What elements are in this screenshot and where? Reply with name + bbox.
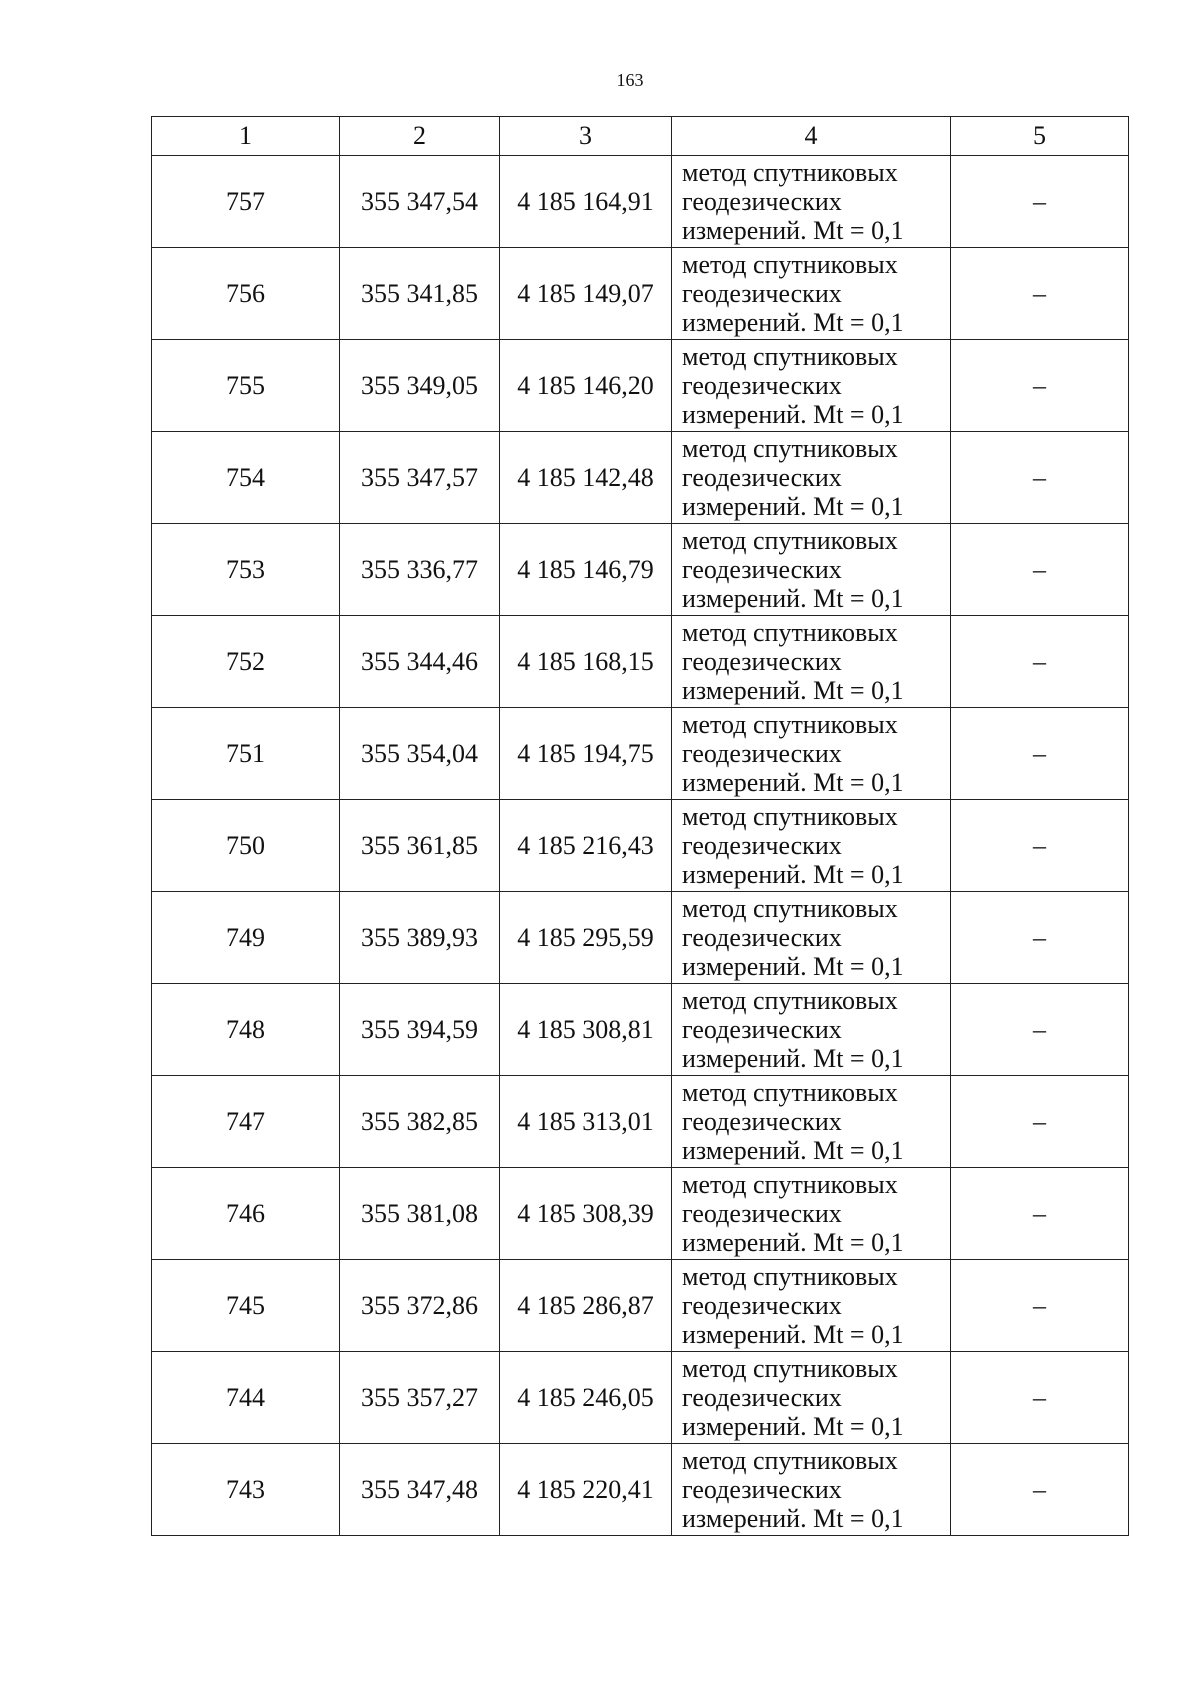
y-coordinate-cell: 4 185 164,91 <box>500 156 672 248</box>
note-cell: – <box>951 616 1129 708</box>
y-coordinate-cell: 4 185 295,59 <box>500 892 672 984</box>
note-cell: – <box>951 432 1129 524</box>
y-coordinate-cell: 4 185 220,41 <box>500 1444 672 1536</box>
y-coordinate-cell: 4 185 149,07 <box>500 248 672 340</box>
method-cell: метод спутниковых геодезических измерений. Mt = 0,1 <box>672 524 951 616</box>
point-number-cell: 749 <box>152 892 340 984</box>
y-coordinate-cell: 4 185 146,20 <box>500 340 672 432</box>
y-coordinate-cell: 4 185 146,79 <box>500 524 672 616</box>
table-row <box>152 1444 1129 1536</box>
point-number-cell: 757 <box>152 156 340 248</box>
method-cell: метод спутниковых геодезических измерений. Mt = 0,1 <box>672 340 951 432</box>
note-cell: – <box>951 1352 1129 1444</box>
x-coordinate-cell: 355 381,08 <box>340 1168 500 1260</box>
table-row <box>152 432 1129 524</box>
x-coordinate-cell: 355 354,04 <box>340 708 500 800</box>
y-coordinate-cell: 4 185 286,87 <box>500 1260 672 1352</box>
y-coordinate-cell: 4 185 308,81 <box>500 984 672 1076</box>
method-cell: метод спутниковых геодезических измерений. Mt = 0,1 <box>672 708 951 800</box>
method-cell: метод спутниковых геодезических измерений. Mt = 0,1 <box>672 1076 951 1168</box>
y-coordinate-cell: 4 185 142,48 <box>500 432 672 524</box>
x-coordinate-cell: 355 372,86 <box>340 1260 500 1352</box>
table-row <box>152 156 1129 248</box>
method-cell: метод спутниковых геодезических измерений. Mt = 0,1 <box>672 432 951 524</box>
table-header-row <box>152 117 1129 156</box>
note-cell: – <box>951 708 1129 800</box>
note-cell: – <box>951 892 1129 984</box>
note-cell: – <box>951 340 1129 432</box>
method-cell: метод спутниковых геодезических измерений. Mt = 0,1 <box>672 616 951 708</box>
table-row <box>152 892 1129 984</box>
method-cell: метод спутниковых геодезических измерений. Mt = 0,1 <box>672 1352 951 1444</box>
table-row <box>152 800 1129 892</box>
table-row <box>152 1352 1129 1444</box>
header-col-4: 4 <box>672 117 951 156</box>
x-coordinate-cell: 355 341,85 <box>340 248 500 340</box>
y-coordinate-cell: 4 185 313,01 <box>500 1076 672 1168</box>
y-coordinate-cell: 4 185 246,05 <box>500 1352 672 1444</box>
x-coordinate-cell: 355 336,77 <box>340 524 500 616</box>
coordinates-table <box>151 116 1129 1536</box>
note-cell: – <box>951 524 1129 616</box>
point-number-cell: 751 <box>152 708 340 800</box>
x-coordinate-cell: 355 347,48 <box>340 1444 500 1536</box>
method-cell: метод спутниковых геодезических измерений. Mt = 0,1 <box>672 248 951 340</box>
note-cell: – <box>951 800 1129 892</box>
method-cell: метод спутниковых геодезических измерений. Mt = 0,1 <box>672 892 951 984</box>
note-cell: – <box>951 1168 1129 1260</box>
note-cell: – <box>951 984 1129 1076</box>
method-cell: метод спутниковых геодезических измерений. Mt = 0,1 <box>672 1168 951 1260</box>
y-coordinate-cell: 4 185 216,43 <box>500 800 672 892</box>
x-coordinate-cell: 355 361,85 <box>340 800 500 892</box>
point-number-cell: 746 <box>152 1168 340 1260</box>
note-cell: – <box>951 1260 1129 1352</box>
table-row <box>152 340 1129 432</box>
point-number-cell: 752 <box>152 616 340 708</box>
table-row <box>152 1076 1129 1168</box>
point-number-cell: 755 <box>152 340 340 432</box>
table-row <box>152 248 1129 340</box>
point-number-cell: 756 <box>152 248 340 340</box>
table-row <box>152 1168 1129 1260</box>
header-col-1: 1 <box>152 117 340 156</box>
table-row <box>152 524 1129 616</box>
y-coordinate-cell: 4 185 168,15 <box>500 616 672 708</box>
note-cell: – <box>951 156 1129 248</box>
point-number-cell: 754 <box>152 432 340 524</box>
table-row <box>152 708 1129 800</box>
x-coordinate-cell: 355 394,59 <box>340 984 500 1076</box>
note-cell: – <box>951 248 1129 340</box>
y-coordinate-cell: 4 185 194,75 <box>500 708 672 800</box>
method-cell: метод спутниковых геодезических измерений. Mt = 0,1 <box>672 984 951 1076</box>
x-coordinate-cell: 355 344,46 <box>340 616 500 708</box>
method-cell: метод спутниковых геодезических измерений. Mt = 0,1 <box>672 156 951 248</box>
method-cell: метод спутниковых геодезических измерений. Mt = 0,1 <box>672 800 951 892</box>
header-col-5: 5 <box>951 117 1129 156</box>
x-coordinate-cell: 355 347,57 <box>340 432 500 524</box>
point-number-cell: 753 <box>152 524 340 616</box>
table-row <box>152 1260 1129 1352</box>
point-number-cell: 748 <box>152 984 340 1076</box>
table-row <box>152 984 1129 1076</box>
header-col-3: 3 <box>500 117 672 156</box>
note-cell: – <box>951 1444 1129 1536</box>
method-cell: метод спутниковых геодезических измерений. Mt = 0,1 <box>672 1260 951 1352</box>
page-number: 163 <box>616 70 644 90</box>
x-coordinate-cell: 355 389,93 <box>340 892 500 984</box>
x-coordinate-cell: 355 349,05 <box>340 340 500 432</box>
y-coordinate-cell: 4 185 308,39 <box>500 1168 672 1260</box>
header-col-2: 2 <box>340 117 500 156</box>
table-row <box>152 616 1129 708</box>
note-cell: – <box>951 1076 1129 1168</box>
point-number-cell: 745 <box>152 1260 340 1352</box>
x-coordinate-cell: 355 357,27 <box>340 1352 500 1444</box>
point-number-cell: 747 <box>152 1076 340 1168</box>
x-coordinate-cell: 355 347,54 <box>340 156 500 248</box>
x-coordinate-cell: 355 382,85 <box>340 1076 500 1168</box>
point-number-cell: 750 <box>152 800 340 892</box>
method-cell: метод спутниковых геодезических измерений. Mt = 0,1 <box>672 1444 951 1536</box>
point-number-cell: 743 <box>152 1444 340 1536</box>
point-number-cell: 744 <box>152 1352 340 1444</box>
